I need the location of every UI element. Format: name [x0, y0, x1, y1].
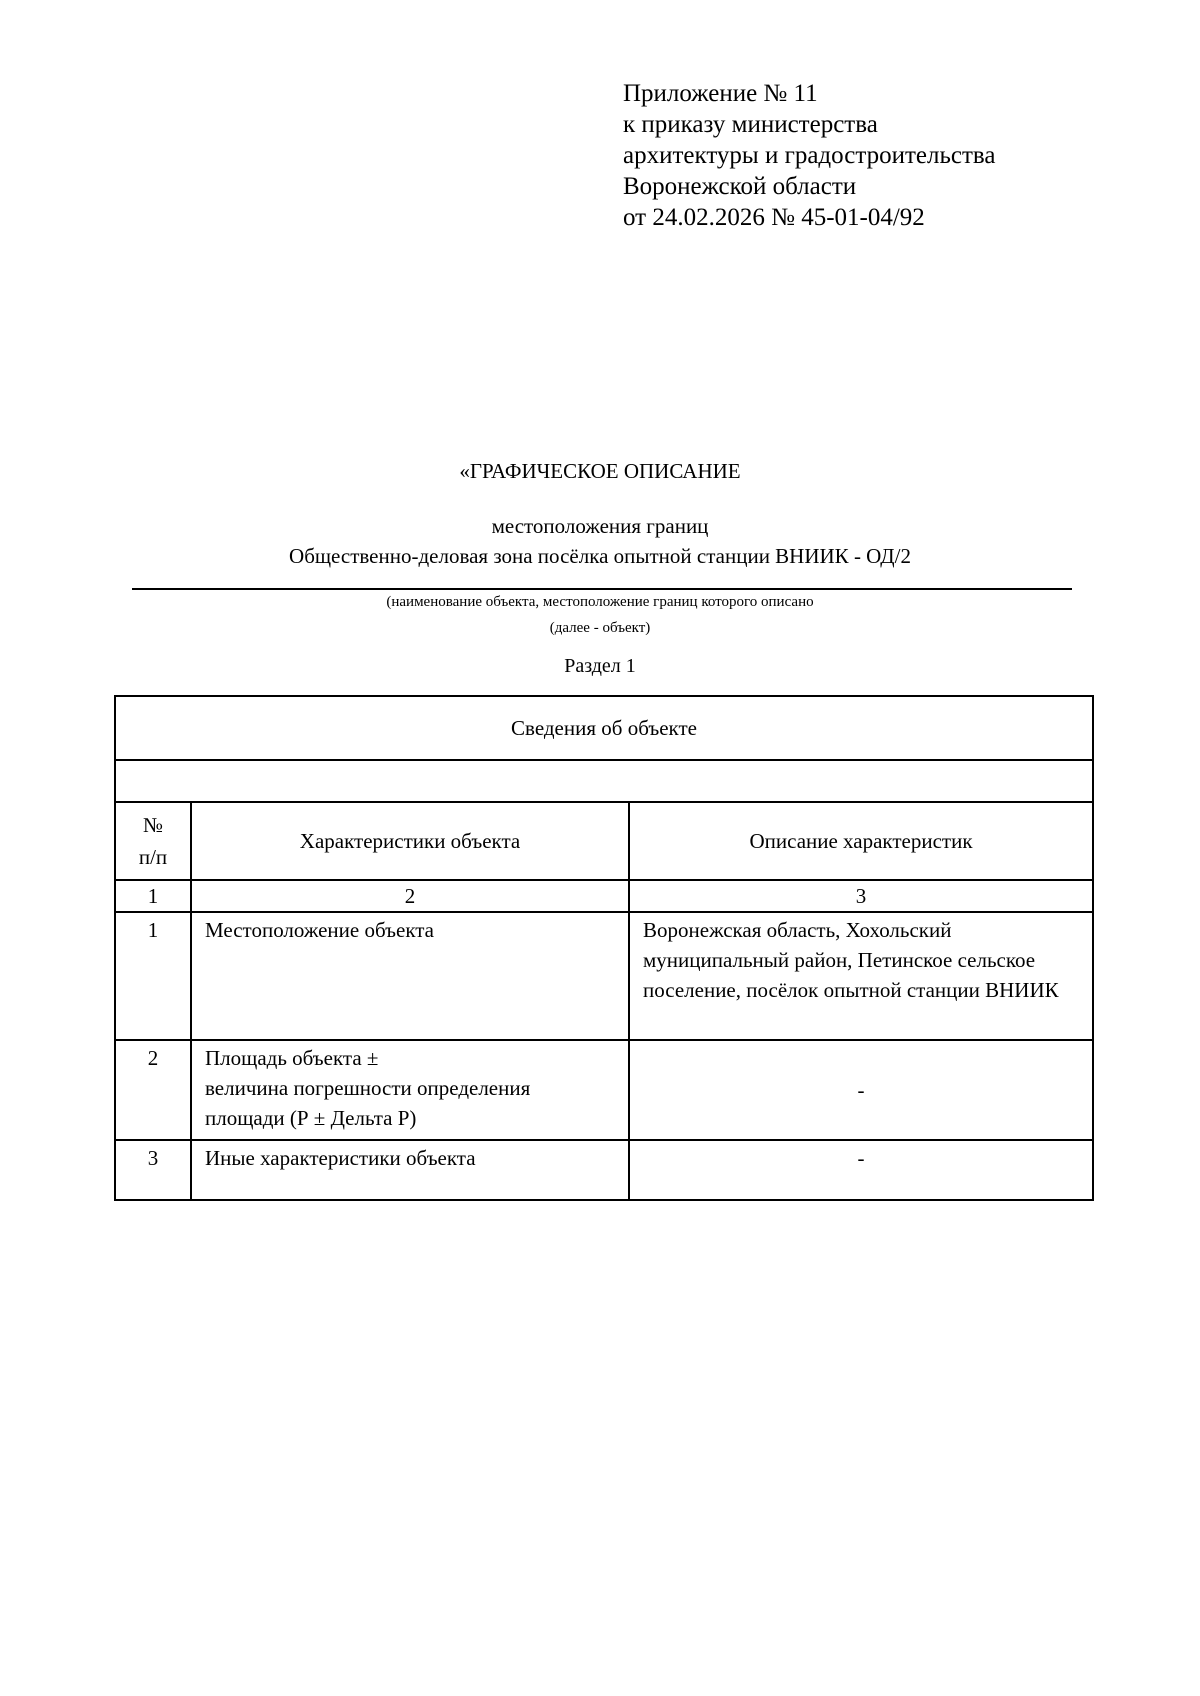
appendix-line: архитектуры и градостроительства [623, 142, 996, 169]
row-description: Воронежская область, Хохольский муниципальный район, Петинское сельское поселение, посёлок опытной станции ВНИИК [629, 912, 1093, 1040]
object-caption-line1: (наименование объекта, местоположение границ которого описано [386, 594, 814, 610]
row-characteristic-line: Площадь объекта ± [205, 1046, 379, 1070]
object-name: Общественно-деловая зона посёлка опытной станции ВНИИК - ОД/2 [289, 544, 911, 568]
column-header-description: Описание характеристик [629, 802, 1093, 880]
object-caption-line2: (далее - объект) [549, 620, 651, 636]
appendix-line: Воронежской области [623, 173, 857, 200]
section-heading: Раздел 1 [564, 655, 636, 677]
table-row [115, 1140, 1093, 1200]
document-title: «ГРАФИЧЕСКОЕ ОПИСАНИЕ [459, 459, 741, 483]
row-characteristic: Местоположение объекта [191, 912, 629, 1040]
object-info-table [114, 695, 1094, 1201]
row-number: 3 [115, 1140, 191, 1200]
row-characteristic-line: величина погрешности определения [205, 1076, 531, 1100]
column-header-characteristics: Характеристики объекта [191, 802, 629, 880]
column-index: 2 [191, 880, 629, 912]
column-header-number-line1: № [142, 813, 164, 837]
table-empty-row [115, 760, 1093, 802]
row-characteristic [191, 1040, 629, 1140]
row-characteristic: Иные характеристики объекта [191, 1140, 629, 1200]
row-description: - [629, 1140, 1093, 1200]
appendix-line: Приложение № 11 [623, 80, 818, 107]
underline-rule [132, 588, 1072, 590]
appendix-line: к приказу министерства [623, 111, 878, 138]
column-header-number-line2: п/п [138, 845, 168, 869]
column-index: 3 [629, 880, 1093, 912]
table-title: Сведения об объекте [115, 696, 1093, 760]
table-header-row [115, 802, 1093, 880]
document-subtitle: местоположения границ [491, 514, 709, 538]
column-header-number [115, 802, 191, 880]
table-row [115, 912, 1093, 1040]
table-row [115, 1040, 1093, 1140]
row-characteristic-line: площади (Р ± Дельта Р) [205, 1106, 417, 1130]
row-number: 2 [115, 1040, 191, 1140]
row-number: 1 [115, 912, 191, 1040]
row-description: - [629, 1040, 1093, 1140]
appendix-line: от 24.02.2026 № 45-01-04/92 [623, 204, 925, 231]
table-index-row [115, 880, 1093, 912]
column-index: 1 [115, 880, 191, 912]
appendix-block [623, 78, 995, 233]
